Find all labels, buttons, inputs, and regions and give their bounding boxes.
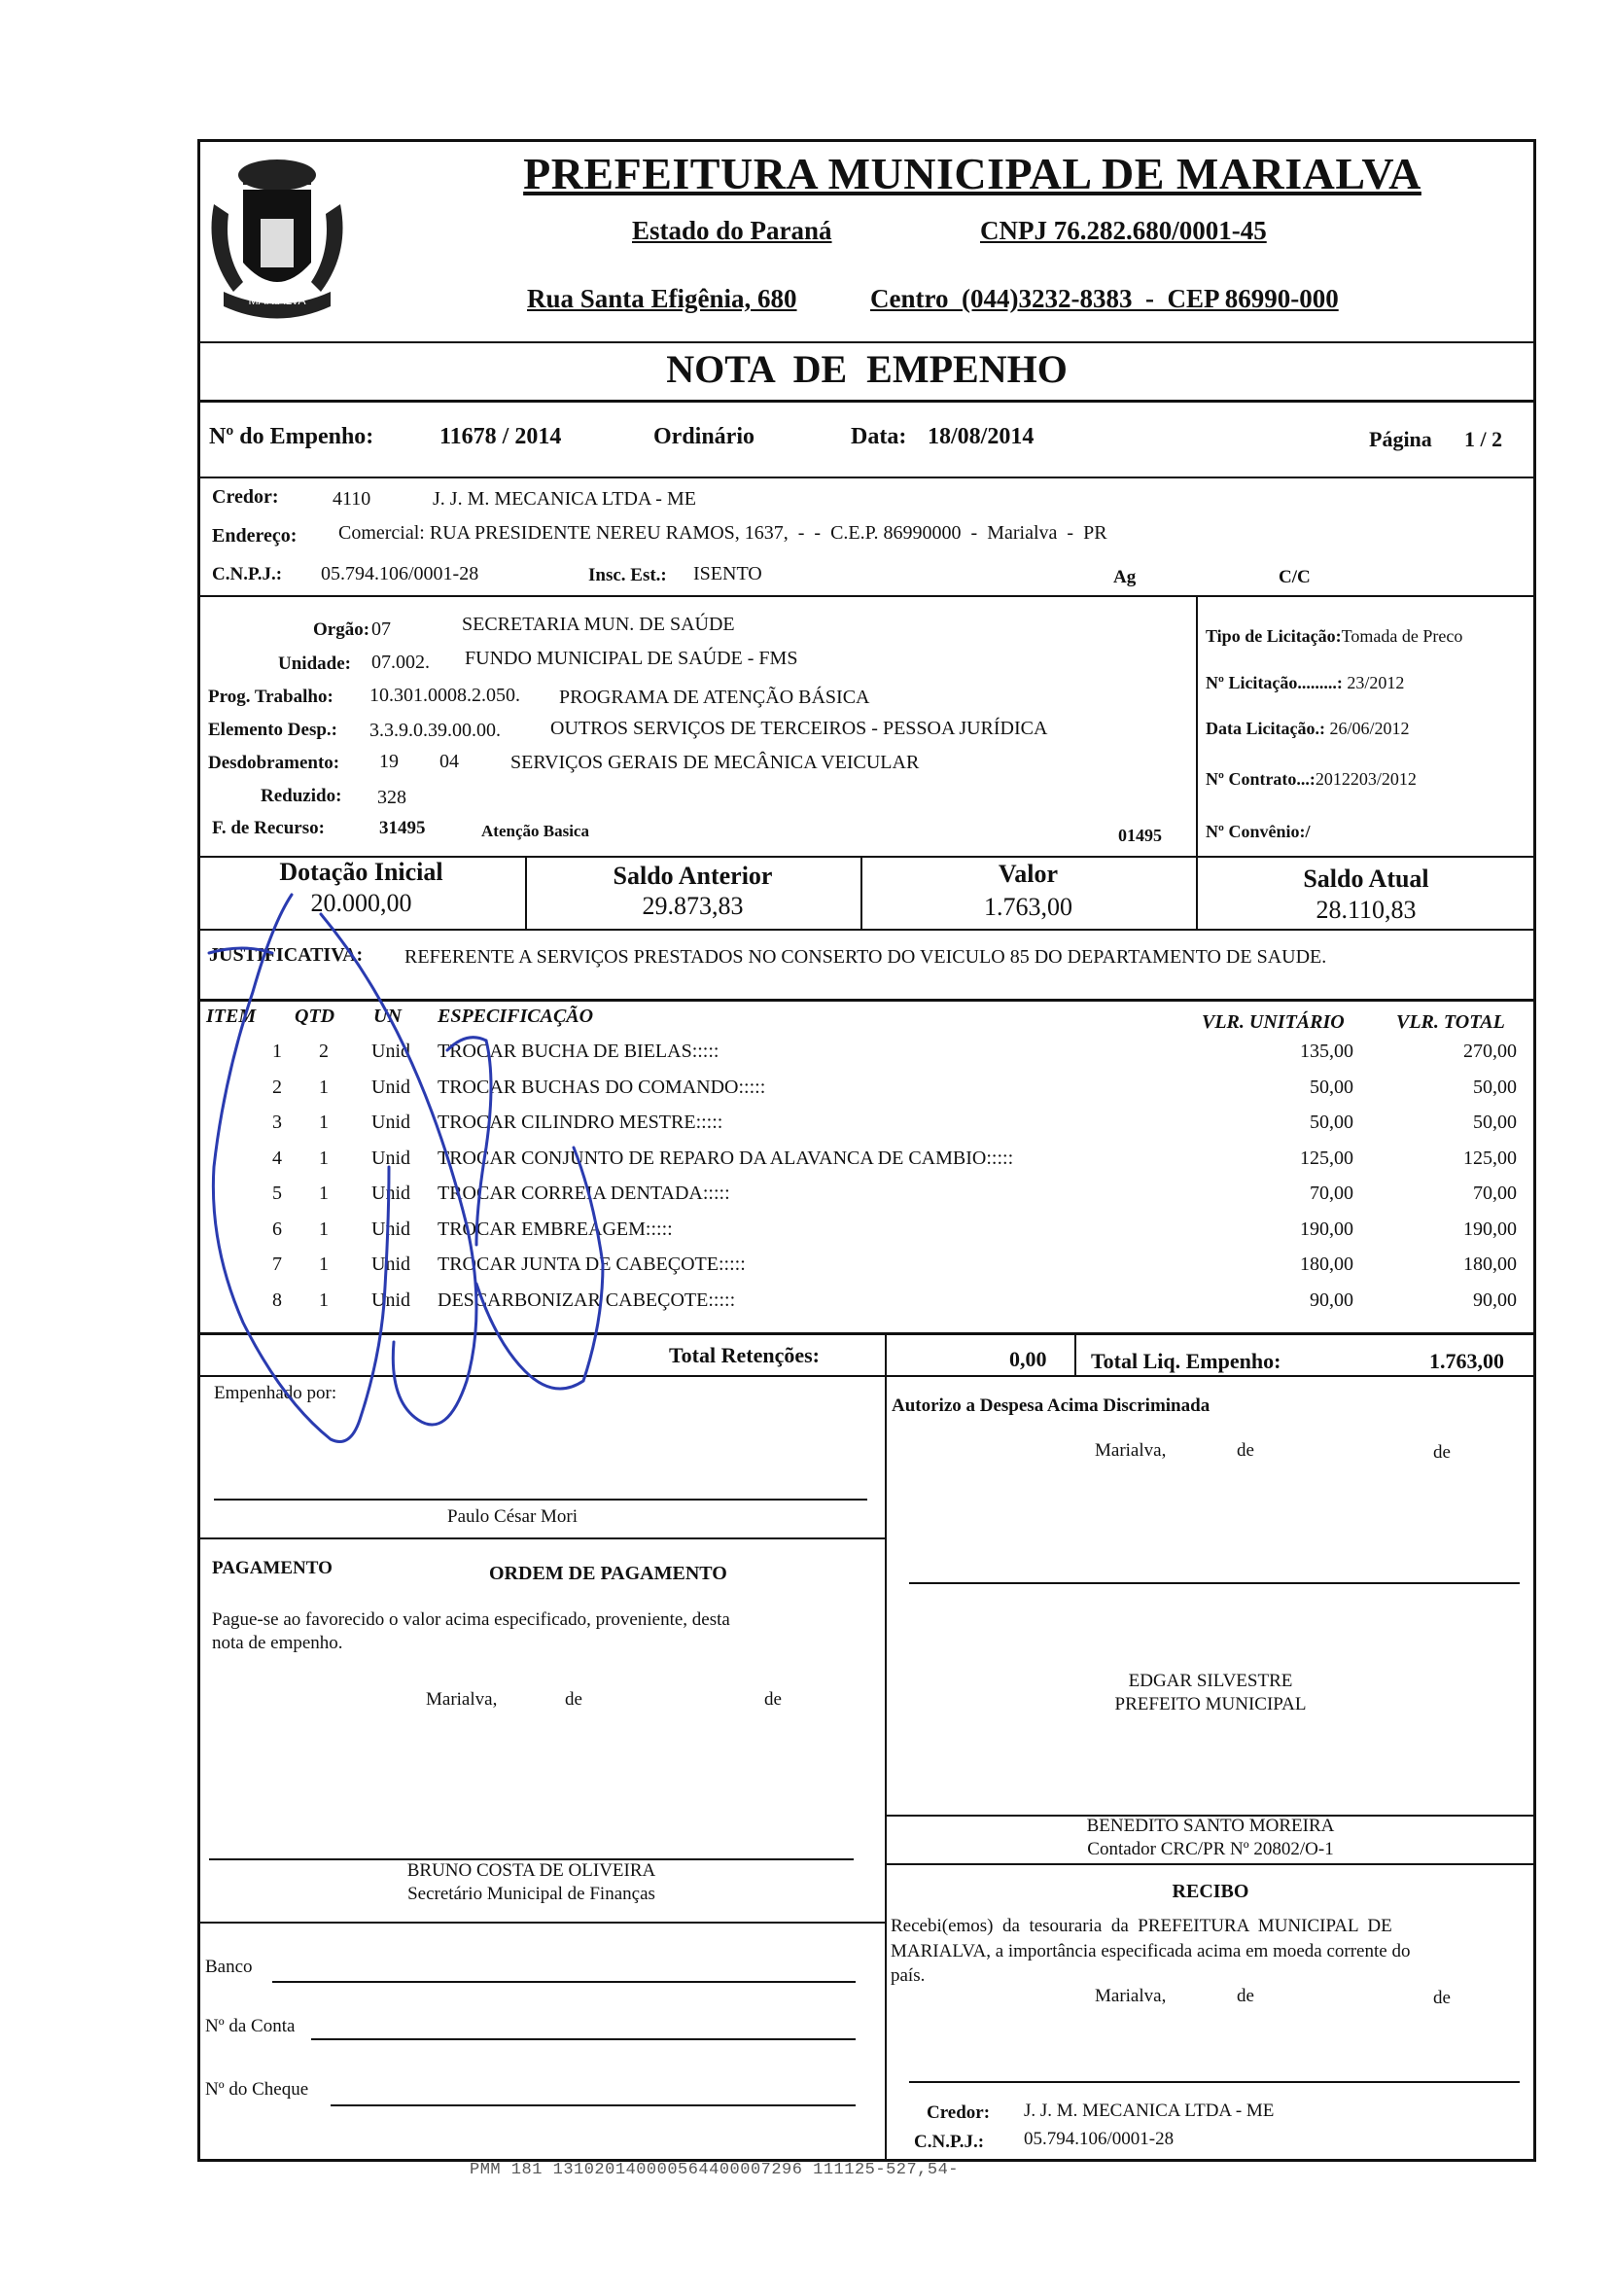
item-unit-price: 50,00 <box>1310 1112 1353 1133</box>
recibo-credor: J. J. M. MECANICA LTDA - ME <box>1024 2101 1275 2121</box>
item-unit-price: 125,00 <box>1300 1148 1353 1169</box>
desdobramento-name: SERVIÇOS GERAIS DE MECÂNICA VEICULAR <box>510 752 920 773</box>
autorizo-de1: de <box>1237 1440 1254 1461</box>
cheque-label: Nº do Cheque <box>205 2079 309 2100</box>
secretario-role: Secretário Municipal de Finanças <box>407 1884 655 1904</box>
item-number: 6 <box>272 1219 282 1240</box>
saldo-atual-value: 28.110,83 <box>1316 896 1417 924</box>
orgao-label: Orgão: <box>313 619 370 640</box>
item-description: TROCAR CORREIA DENTADA::::: <box>438 1183 730 1204</box>
elemento-label: Elemento Desp.: <box>208 720 337 740</box>
saldo-anterior-label: Saldo Anterior <box>613 862 773 890</box>
item-unit: Unid <box>371 1112 410 1133</box>
pagamento-label: PAGAMENTO <box>212 1558 333 1578</box>
insc-value: ISENTO <box>693 563 762 584</box>
prog-code: 10.301.0008.2.050. <box>369 685 520 706</box>
item-unit: Unid <box>371 1148 410 1169</box>
item-unit: Unid <box>371 1041 410 1062</box>
state-name: Estado do Paraná <box>632 216 832 245</box>
convenio-number: Nº Convênio:/ <box>1206 822 1311 841</box>
credor-name: J. J. M. MECANICA LTDA - ME <box>433 488 696 510</box>
recibo-de2: de <box>1433 1988 1451 2008</box>
item-number: 3 <box>272 1112 282 1133</box>
empenho-date-label: Data: <box>851 424 907 449</box>
unidade-label: Unidade: <box>278 653 351 674</box>
recurso-label: F. de Recurso: <box>212 818 325 838</box>
item-qtd: 1 <box>319 1077 329 1098</box>
contrato-number: Nº Contrato...:2012203/2012 <box>1206 769 1417 789</box>
credor-cnpj-label: C.N.P.J.: <box>212 564 283 584</box>
retencoes-label: Total Retenções: <box>669 1343 820 1367</box>
item-qtd: 1 <box>319 1148 329 1169</box>
justificativa-text: REFERENTE A SERVIÇOS PRESTADOS NO CONSERTO DO VEICULO 85 DO DEPARTAMENTO DE SAUDE. <box>404 946 1327 968</box>
prog-label: Prog. Trabalho: <box>208 687 333 707</box>
credor-cnpj: 05.794.106/0001-28 <box>321 563 479 584</box>
recibo-text-1: Recebi(emos) da tesouraria da PREFEITURA MUNICIPAL DE <box>891 1916 1392 1936</box>
municipality-address: Rua Santa Efigênia, 680 <box>527 284 797 313</box>
item-unit-price: 180,00 <box>1300 1254 1353 1275</box>
empenho-number: 11678 / 2014 <box>439 424 562 449</box>
saldo-anterior-value: 29.873,83 <box>642 892 744 920</box>
orgao-code: 07 <box>371 618 391 640</box>
recurso-code: 31495 <box>379 818 426 838</box>
col-un-header: UN <box>373 1006 402 1027</box>
conta-label: Nº da Conta <box>205 2016 296 2036</box>
unidade-name: FUNDO MUNICIPAL DE SAÚDE - FMS <box>465 648 798 669</box>
credor-label: Credor: <box>212 486 279 508</box>
desdobramento-code: 19 <box>379 751 399 772</box>
credor-address-label: Endereço: <box>212 525 298 547</box>
footer-barcode-text: PMM 181 131020140000564400007296 111125-527,54- <box>470 2161 959 2179</box>
unidade-code: 07.002. <box>371 652 430 673</box>
col-spec-header: ESPECIFICAÇÃO <box>438 1006 594 1027</box>
empenho-number-label: Nº do Empenho: <box>209 424 374 449</box>
item-unit-price: 70,00 <box>1310 1183 1353 1204</box>
dotacao-label: Dotação Inicial <box>279 858 443 886</box>
elemento-code: 3.3.9.0.39.00.00. <box>369 720 501 741</box>
contador-role: Contador CRC/PR Nº 20802/O-1 <box>1087 1839 1334 1859</box>
item-description: TROCAR JUNTA DE CABEÇOTE::::: <box>438 1254 746 1275</box>
item-total: 270,00 <box>1463 1041 1517 1062</box>
item-number: 5 <box>272 1183 282 1204</box>
prog-name: PROGRAMA DE ATENÇÃO BÁSICA <box>559 687 870 708</box>
contador-name: BENEDITO SANTO MOREIRA <box>1086 1816 1335 1836</box>
item-unit-price: 135,00 <box>1300 1041 1353 1062</box>
credor-address: Comercial: RUA PRESIDENTE NEREU RAMOS, 1637, - - C.E.P. 86990000 - Marialva - PR <box>338 522 1107 544</box>
licitacao-tipo-label: Tipo de Licitação:Tomada de Preco <box>1206 626 1463 646</box>
autorizo-label: Autorizo a Despesa Acima Discriminada <box>892 1395 1210 1416</box>
saldo-atual-label: Saldo Atual <box>1303 865 1429 893</box>
item-total: 190,00 <box>1463 1219 1517 1240</box>
municipal-crest <box>204 146 350 331</box>
item-unit: Unid <box>371 1219 410 1240</box>
item-qtd: 1 <box>319 1254 329 1275</box>
item-description: TROCAR CONJUNTO DE REPARO DA ALAVANCA DE CAMBIO::::: <box>438 1148 1014 1169</box>
ag-label: Ag <box>1113 567 1137 587</box>
col-item-header: ITEM <box>206 1006 257 1027</box>
item-description: TROCAR BUCHAS DO COMANDO::::: <box>438 1077 766 1098</box>
prefeito-role: PREFEITO MUNICIPAL <box>1114 1694 1307 1714</box>
valor-label: Valor <box>998 860 1059 888</box>
elemento-name: OUTROS SERVIÇOS DE TERCEIROS - PESSOA JURÍDICA <box>550 718 1048 739</box>
recibo-cnpj: 05.794.106/0001-28 <box>1024 2129 1175 2149</box>
recibo-cnpj-label: C.N.P.J.: <box>914 2132 985 2152</box>
item-total: 180,00 <box>1463 1254 1517 1275</box>
col-qtd-header: QTD <box>295 1006 335 1027</box>
pagamento-text-1: Pague-se ao favorecido o valor acima especificado, proveniente, desta <box>212 1609 730 1630</box>
recibo-text-3: país. <box>891 1965 926 1986</box>
recibo-de1: de <box>1237 1986 1254 2006</box>
banco-label: Banco <box>205 1957 253 1977</box>
licitacao-date: Data Licitação.: 26/06/2012 <box>1206 719 1410 738</box>
page-label: Página <box>1369 427 1432 451</box>
item-unit: Unid <box>371 1254 410 1275</box>
empenhado-label: Empenhado por: <box>214 1383 337 1403</box>
item-description: TROCAR EMBREAGEM::::: <box>438 1219 673 1240</box>
recibo-label: RECIBO <box>1172 1881 1249 1902</box>
empenhado-name: Paulo César Mori <box>447 1506 579 1527</box>
item-unit: Unid <box>371 1183 410 1204</box>
item-unit-price: 90,00 <box>1310 1289 1353 1311</box>
desdobramento-label: Desdobramento: <box>208 753 340 773</box>
recibo-credor-label: Credor: <box>927 2102 991 2123</box>
item-number: 2 <box>272 1077 282 1098</box>
pagamento-text-2: nota de empenho. <box>212 1633 343 1653</box>
item-qtd: 1 <box>319 1289 329 1311</box>
page-number: 1 / 2 <box>1464 427 1503 451</box>
svg-text:MARIALVA: MARIALVA <box>248 294 306 307</box>
item-description: DESCARBONIZAR CABEÇOTE::::: <box>438 1289 736 1311</box>
ordem-pagamento-label: ORDEM DE PAGAMENTO <box>489 1563 727 1584</box>
crest-icon <box>204 146 350 331</box>
item-unit-price: 50,00 <box>1310 1077 1353 1098</box>
municipality-title: PREFEITURA MUNICIPAL DE MARIALVA <box>523 149 1421 198</box>
item-qtd: 1 <box>319 1219 329 1240</box>
recurso-right-code: 01495 <box>1118 826 1162 845</box>
autorizo-de2: de <box>1433 1442 1451 1463</box>
insc-label: Insc. Est.: <box>588 565 667 585</box>
document-title: NOTA DE EMPENHO <box>666 347 1068 391</box>
item-total: 50,00 <box>1473 1077 1517 1098</box>
reduzido-value: 328 <box>377 787 406 808</box>
item-number: 8 <box>272 1289 282 1311</box>
item-unit-price: 190,00 <box>1300 1219 1353 1240</box>
item-unit: Unid <box>371 1077 410 1098</box>
item-number: 1 <box>272 1041 282 1062</box>
item-qtd: 1 <box>319 1183 329 1204</box>
orgao-name: SECRETARIA MUN. DE SAÚDE <box>462 614 735 635</box>
autorizo-city: Marialva, <box>1095 1440 1167 1461</box>
pagamento-de1: de <box>565 1689 582 1710</box>
secretario-name: BRUNO COSTA DE OLIVEIRA <box>406 1860 656 1881</box>
handwritten-signature <box>185 856 632 1498</box>
licitacao-number: Nº Licitação.........: 23/2012 <box>1206 673 1405 692</box>
justificativa-label: JUSTIFICATIVA: <box>209 944 364 966</box>
recurso-name: Atenção Basica <box>481 822 589 840</box>
liq-empenho-label: Total Liq. Empenho: <box>1091 1349 1281 1373</box>
item-number: 7 <box>272 1254 282 1275</box>
cc-label: C/C <box>1279 567 1311 587</box>
empenho-type: Ordinário <box>653 424 755 449</box>
desdobramento-sub: 04 <box>439 751 459 772</box>
pagamento-city: Marialva, <box>426 1689 498 1710</box>
dotacao-value: 20.000,00 <box>310 889 412 917</box>
item-total: 90,00 <box>1473 1289 1517 1311</box>
item-description: TROCAR CILINDRO MESTRE::::: <box>438 1112 723 1133</box>
item-qtd: 2 <box>319 1041 329 1062</box>
recibo-city: Marialva, <box>1095 1986 1167 2006</box>
col-unit-header: VLR. UNITÁRIO <box>1202 1011 1345 1033</box>
item-total: 70,00 <box>1473 1183 1517 1204</box>
valor-value: 1.763,00 <box>984 893 1072 921</box>
item-qtd: 1 <box>319 1112 329 1133</box>
pagamento-de2: de <box>764 1689 782 1710</box>
item-total: 125,00 <box>1463 1148 1517 1169</box>
item-total: 50,00 <box>1473 1112 1517 1133</box>
item-description: TROCAR BUCHA DE BIELAS::::: <box>438 1041 719 1062</box>
item-unit: Unid <box>371 1289 410 1311</box>
empenho-date: 18/08/2014 <box>928 424 1035 449</box>
col-total-header: VLR. TOTAL <box>1396 1011 1505 1033</box>
liq-empenho-value: 1.763,00 <box>1429 1349 1504 1373</box>
recibo-text-2: MARIALVA, a importância especificada acima em moeda corrente do <box>891 1941 1411 1961</box>
item-number: 4 <box>272 1148 282 1169</box>
retencoes-value: 0,00 <box>1009 1347 1047 1371</box>
municipality-cnpj: CNPJ 76.282.680/0001-45 <box>980 216 1267 245</box>
municipality-contact: Centro (044)3232-8383 - CEP 86990-000 <box>870 284 1339 313</box>
prefeito-name: EDGAR SILVESTRE <box>1128 1671 1293 1691</box>
credor-code: 4110 <box>333 488 371 510</box>
reduzido-label: Reduzido: <box>261 786 342 806</box>
